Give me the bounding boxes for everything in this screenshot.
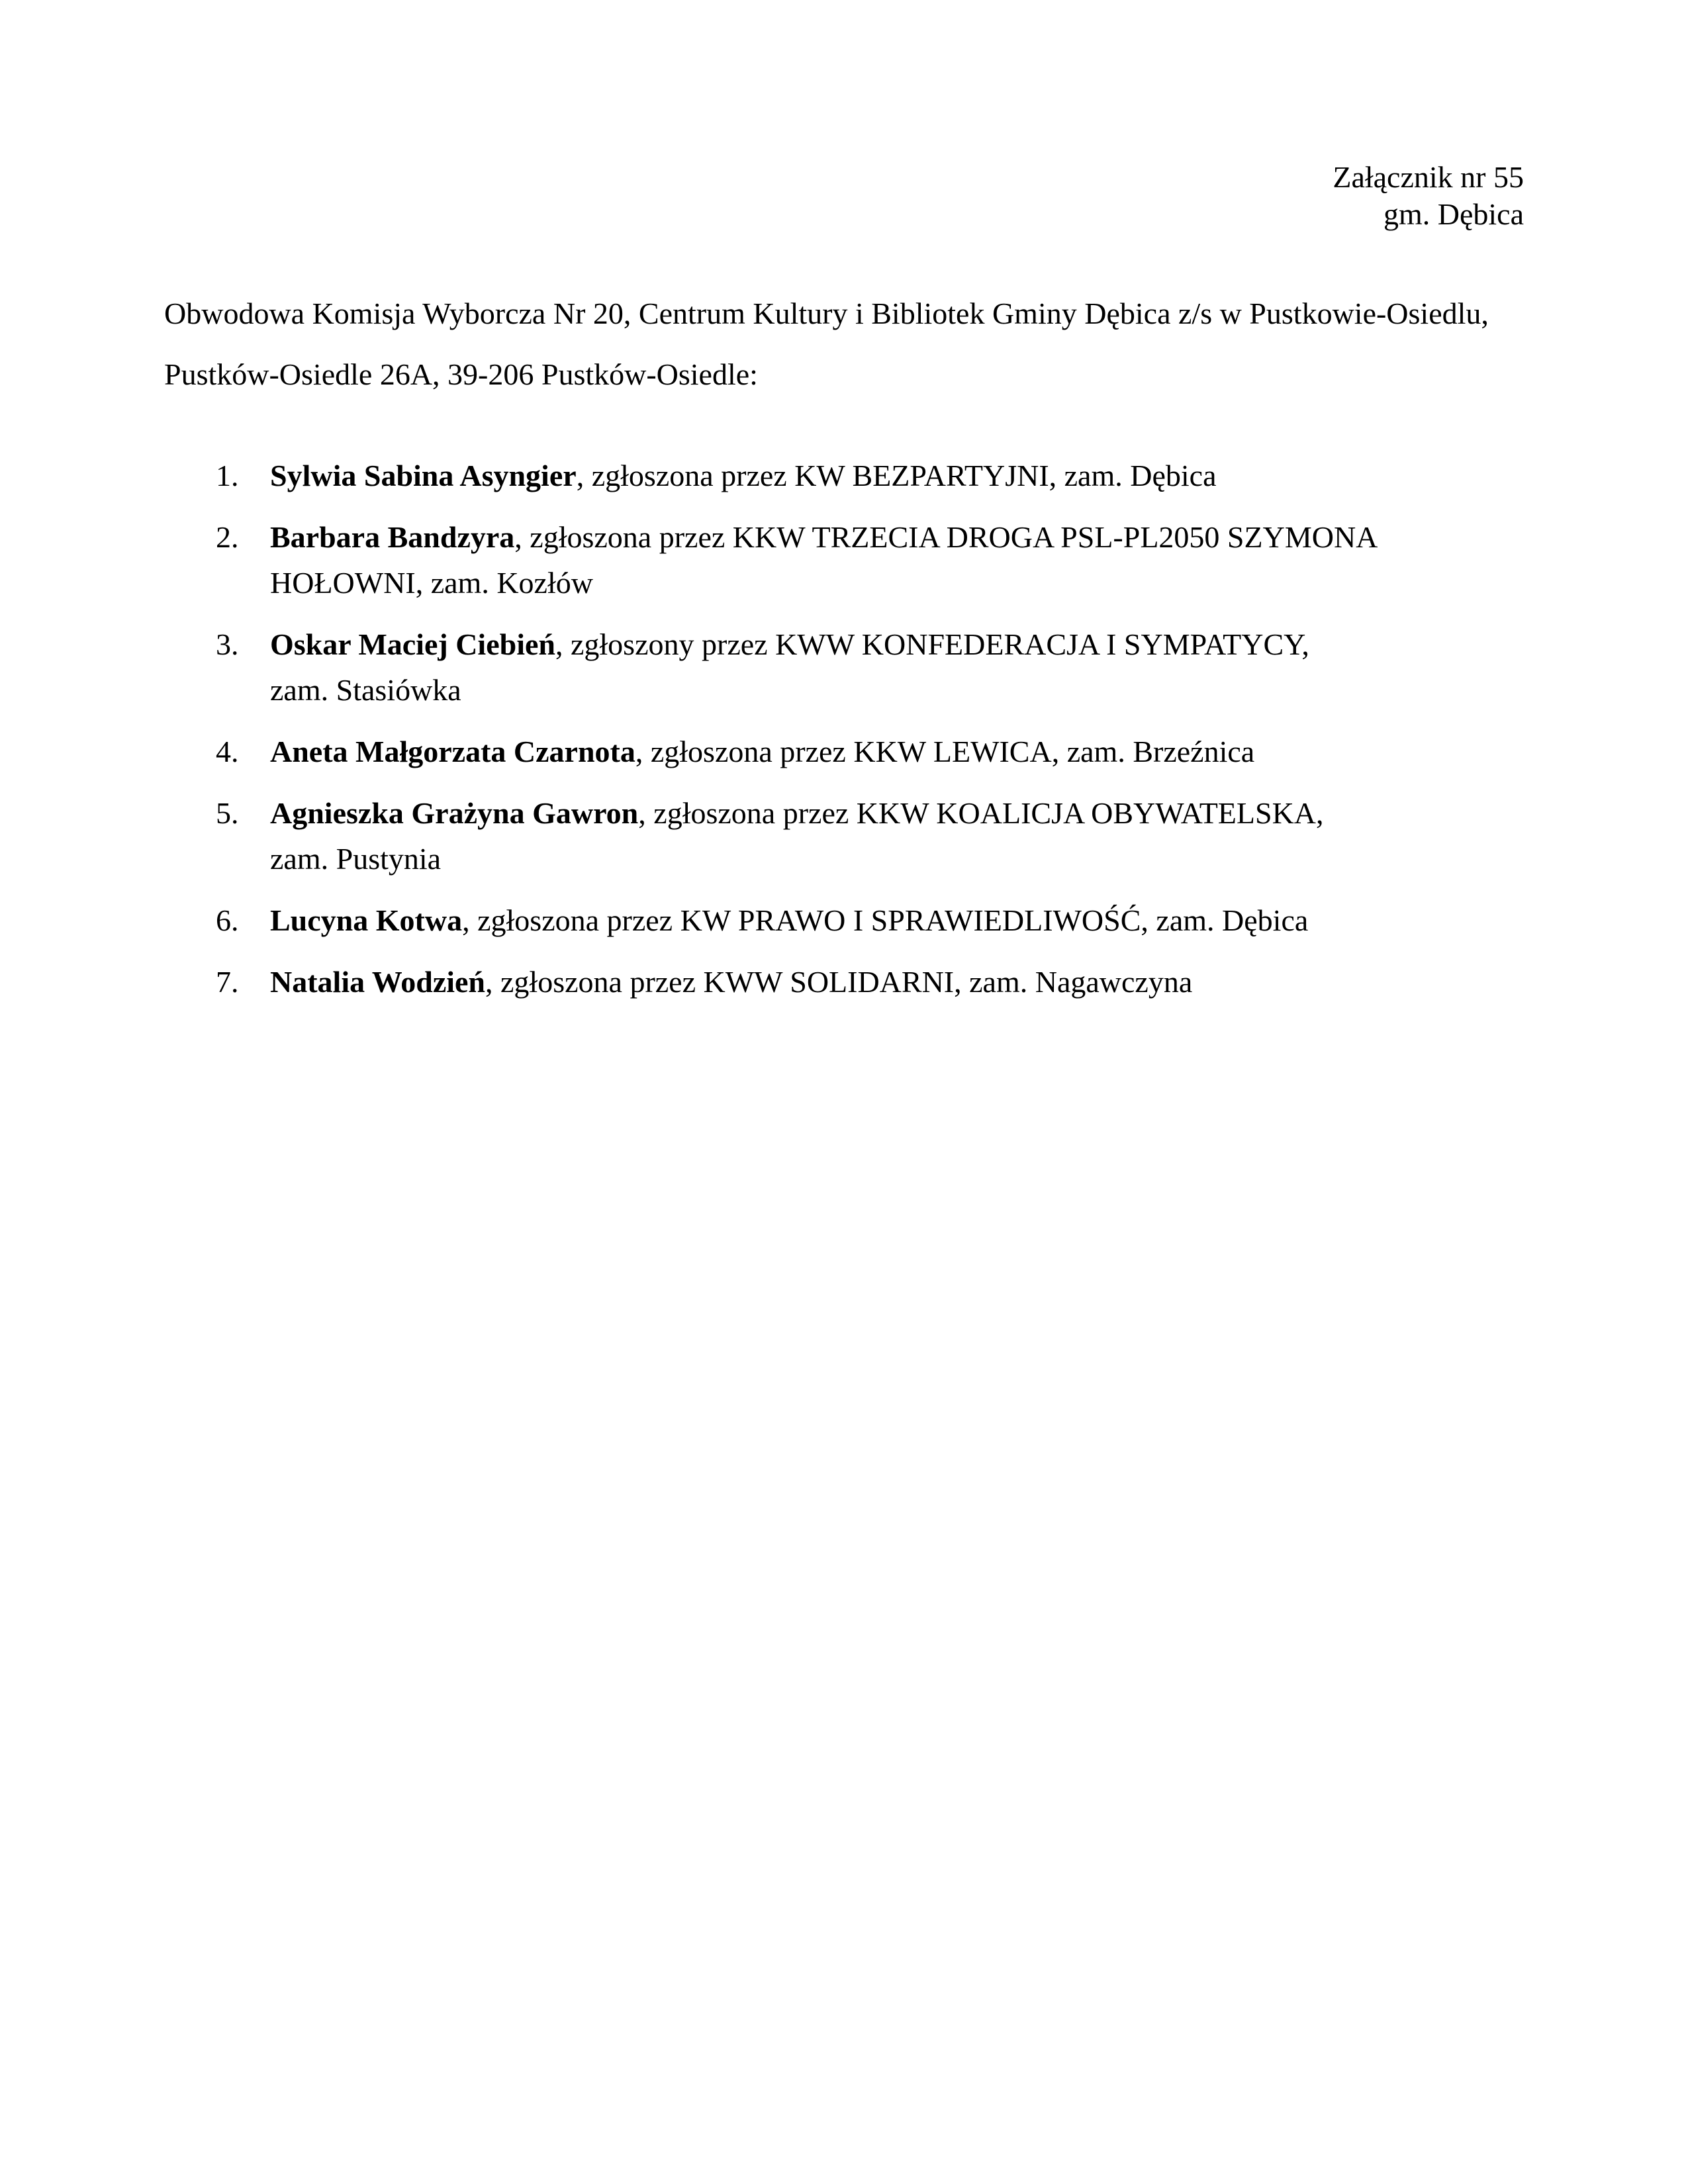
- candidate-item: [164, 514, 1488, 606]
- candidate-item: [164, 897, 1488, 943]
- commission-line-1: Obwodowa Komisja Wyborcza Nr 20, Centrum Kultury i Bibliotek Gminy Dębica z/s w Pustkowie-Osiedlu,: [164, 296, 1489, 330]
- candidate-details: , zgłoszona przez KWW SOLIDARNI, zam. Nagawczyna: [485, 965, 1193, 999]
- candidate-item: [164, 621, 1488, 713]
- candidate-number: 6.: [216, 903, 239, 937]
- commission-description: [164, 283, 1528, 405]
- municipality-label: gm. Dębica: [1383, 197, 1524, 231]
- candidate-details: , zgłoszona przez KW BEZPARTYJNI, zam. Dębica: [576, 459, 1217, 492]
- candidate-name: Aneta Małgorzata Czarnota: [270, 735, 635, 768]
- candidate-item: [164, 729, 1488, 774]
- candidate-name: Sylwia Sabina Asyngier: [270, 459, 577, 492]
- candidate-number: 4.: [216, 735, 239, 768]
- candidate-name: Barbara Bandzyra: [270, 520, 515, 554]
- candidate-item: [164, 959, 1488, 1005]
- candidate-details-continued: zam. Stasiówka: [270, 673, 461, 707]
- candidate-details: , zgłoszona przez KW PRAWO I SPRAWIEDLIWOŚĆ, zam. Dębica: [462, 903, 1309, 937]
- candidate-number: 5.: [216, 796, 239, 830]
- candidate-name: Oskar Maciej Ciebień: [270, 627, 555, 661]
- candidate-details: , zgłoszony przez KWW KONFEDERACJA I SYMPATYCY,: [555, 627, 1309, 661]
- candidate-name: Agnieszka Grażyna Gawron: [270, 796, 639, 830]
- candidate-details: , zgłoszona przez KKW LEWICA, zam. Brzeźnica: [635, 735, 1255, 768]
- candidate-item: [164, 453, 1488, 498]
- candidate-details-continued: zam. Pustynia: [270, 842, 442, 876]
- candidate-details: , zgłoszona przez KKW TRZECIA DROGA PSL-PL2050 SZYMONA: [514, 520, 1378, 554]
- attachment-header: [1333, 159, 1524, 233]
- candidate-number: 3.: [216, 627, 239, 661]
- commission-line-2: Pustków-Osiedle 26A, 39-206 Pustków-Osiedle:: [164, 357, 758, 391]
- candidate-details-continued: HOŁOWNI, zam. Kozłów: [270, 566, 593, 600]
- candidate-list: [164, 453, 1488, 1021]
- candidate-name: Lucyna Kotwa: [270, 903, 463, 937]
- candidate-number: 7.: [216, 965, 239, 999]
- candidate-number: 1.: [216, 459, 239, 492]
- candidate-number: 2.: [216, 520, 239, 554]
- candidate-item: [164, 790, 1488, 882]
- attachment-number: Załącznik nr 55: [1333, 160, 1524, 194]
- candidate-name: Natalia Wodzień: [270, 965, 486, 999]
- candidate-details: , zgłoszona przez KKW KOALICJA OBYWATELSKA,: [638, 796, 1324, 830]
